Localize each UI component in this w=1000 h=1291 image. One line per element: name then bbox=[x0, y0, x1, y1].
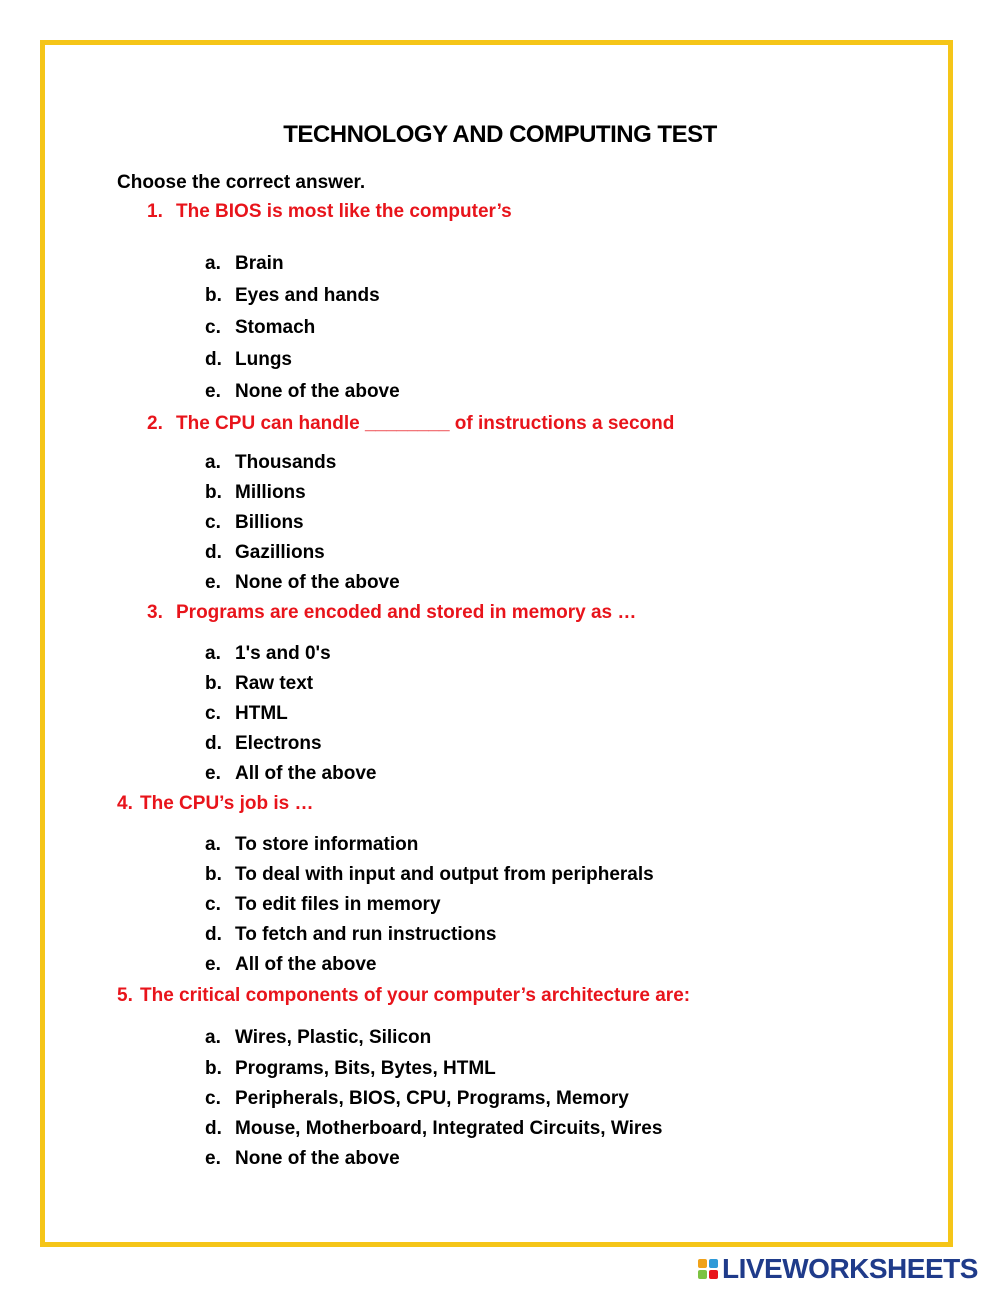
option-text: HTML bbox=[235, 703, 288, 724]
option-text: Wires, Plastic, Silicon bbox=[235, 1027, 432, 1048]
instruction-text: Choose the correct answer. bbox=[117, 172, 366, 193]
option-4e[interactable] bbox=[205, 954, 376, 976]
option-text: Peripherals, BIOS, CPU, Programs, Memory bbox=[235, 1088, 629, 1109]
option-letter: c. bbox=[205, 894, 221, 915]
question-number: 2. bbox=[147, 413, 163, 434]
option-4c[interactable] bbox=[205, 894, 441, 916]
option-letter: c. bbox=[205, 1088, 221, 1109]
brand-name: LIVEWORKSHEETS bbox=[722, 1253, 978, 1284]
logo-tile-v bbox=[698, 1270, 707, 1279]
option-1e[interactable] bbox=[205, 381, 400, 403]
option-4d[interactable] bbox=[205, 924, 496, 946]
option-text: Mouse, Motherboard, Integrated Circuits, Wires bbox=[235, 1118, 663, 1139]
option-text: All of the above bbox=[235, 954, 377, 975]
question-3 bbox=[147, 602, 636, 624]
option-letter: d. bbox=[205, 1118, 222, 1139]
option-4b[interactable] bbox=[205, 864, 654, 886]
option-text: Programs, Bits, Bytes, HTML bbox=[235, 1058, 496, 1079]
option-text: Raw text bbox=[235, 673, 314, 694]
option-1d[interactable] bbox=[205, 349, 292, 371]
option-text: Lungs bbox=[235, 349, 292, 370]
option-text: Brain bbox=[235, 253, 284, 274]
option-letter: b. bbox=[205, 864, 222, 885]
option-3d[interactable] bbox=[205, 733, 322, 755]
option-text: Millions bbox=[235, 482, 306, 503]
logo-tile-l bbox=[698, 1259, 707, 1268]
option-3e[interactable] bbox=[205, 763, 376, 785]
option-3c[interactable] bbox=[205, 703, 288, 725]
liveworksheets-logo-icon bbox=[698, 1259, 718, 1279]
question-number: 4. bbox=[117, 793, 133, 814]
option-letter: e. bbox=[205, 572, 221, 593]
option-2e[interactable] bbox=[205, 572, 400, 594]
question-text: Programs are encoded and stored in memory as … bbox=[176, 602, 637, 623]
question-2 bbox=[147, 413, 674, 435]
option-text: To deal with input and output from peripherals bbox=[235, 864, 654, 885]
option-text: Eyes and hands bbox=[235, 285, 380, 306]
option-letter: a. bbox=[205, 1027, 221, 1048]
option-letter: a. bbox=[205, 253, 221, 274]
option-text: Gazillions bbox=[235, 542, 325, 563]
option-letter: c. bbox=[205, 512, 221, 533]
option-1a[interactable] bbox=[205, 253, 284, 275]
option-5b[interactable] bbox=[205, 1058, 496, 1080]
question-number: 5. bbox=[117, 985, 133, 1006]
logo-tile-e bbox=[709, 1270, 718, 1279]
logo-tile-i bbox=[709, 1259, 718, 1268]
liveworksheets-brand[interactable] bbox=[698, 1253, 978, 1285]
question-number: 1. bbox=[147, 201, 163, 222]
option-text: Thousands bbox=[235, 452, 337, 473]
option-letter: d. bbox=[205, 924, 222, 945]
option-text: Billions bbox=[235, 512, 304, 533]
option-3b[interactable] bbox=[205, 673, 313, 695]
option-letter: a. bbox=[205, 643, 221, 664]
option-letter: e. bbox=[205, 954, 221, 975]
option-3a[interactable] bbox=[205, 643, 331, 665]
option-text: To fetch and run instructions bbox=[235, 924, 497, 945]
question-text: The CPU’s job is … bbox=[140, 793, 314, 814]
option-text: To store information bbox=[235, 834, 419, 855]
option-text: None of the above bbox=[235, 1148, 400, 1169]
option-5e[interactable] bbox=[205, 1148, 400, 1170]
option-letter: e. bbox=[205, 1148, 221, 1169]
option-1c[interactable] bbox=[205, 317, 315, 339]
option-5a[interactable] bbox=[205, 1027, 431, 1049]
option-text: 1's and 0's bbox=[235, 643, 331, 664]
option-5c[interactable] bbox=[205, 1088, 629, 1110]
option-5d[interactable] bbox=[205, 1118, 662, 1140]
option-text: None of the above bbox=[235, 572, 400, 593]
option-letter: a. bbox=[205, 834, 221, 855]
question-1 bbox=[147, 201, 512, 223]
option-letter: b. bbox=[205, 285, 222, 306]
question-4 bbox=[117, 793, 314, 815]
question-number: 3. bbox=[147, 602, 163, 623]
option-1b[interactable] bbox=[205, 285, 380, 307]
option-text: Stomach bbox=[235, 317, 316, 338]
option-letter: b. bbox=[205, 673, 222, 694]
option-2c[interactable] bbox=[205, 512, 304, 534]
option-text: To edit files in memory bbox=[235, 894, 441, 915]
option-text: All of the above bbox=[235, 763, 377, 784]
option-letter: d. bbox=[205, 542, 222, 563]
question-text: The CPU can handle ________ of instructions a second bbox=[176, 413, 675, 434]
question-5 bbox=[117, 985, 690, 1007]
option-letter: e. bbox=[205, 381, 221, 402]
option-letter: e. bbox=[205, 763, 221, 784]
option-letter: c. bbox=[205, 703, 221, 724]
option-2b[interactable] bbox=[205, 482, 306, 504]
option-text: Electrons bbox=[235, 733, 322, 754]
option-letter: c. bbox=[205, 317, 221, 338]
option-letter: d. bbox=[205, 733, 222, 754]
option-4a[interactable] bbox=[205, 834, 418, 856]
option-letter: a. bbox=[205, 452, 221, 473]
option-letter: d. bbox=[205, 349, 222, 370]
option-2a[interactable] bbox=[205, 452, 336, 474]
option-2d[interactable] bbox=[205, 542, 325, 564]
question-text: The critical components of your computer’s architecture are: bbox=[140, 985, 691, 1006]
question-text: The BIOS is most like the computer’s bbox=[176, 201, 512, 222]
option-letter: b. bbox=[205, 1058, 222, 1079]
option-text: None of the above bbox=[235, 381, 400, 402]
option-letter: b. bbox=[205, 482, 222, 503]
page-title: TECHNOLOGY AND COMPUTING TEST bbox=[283, 121, 717, 148]
